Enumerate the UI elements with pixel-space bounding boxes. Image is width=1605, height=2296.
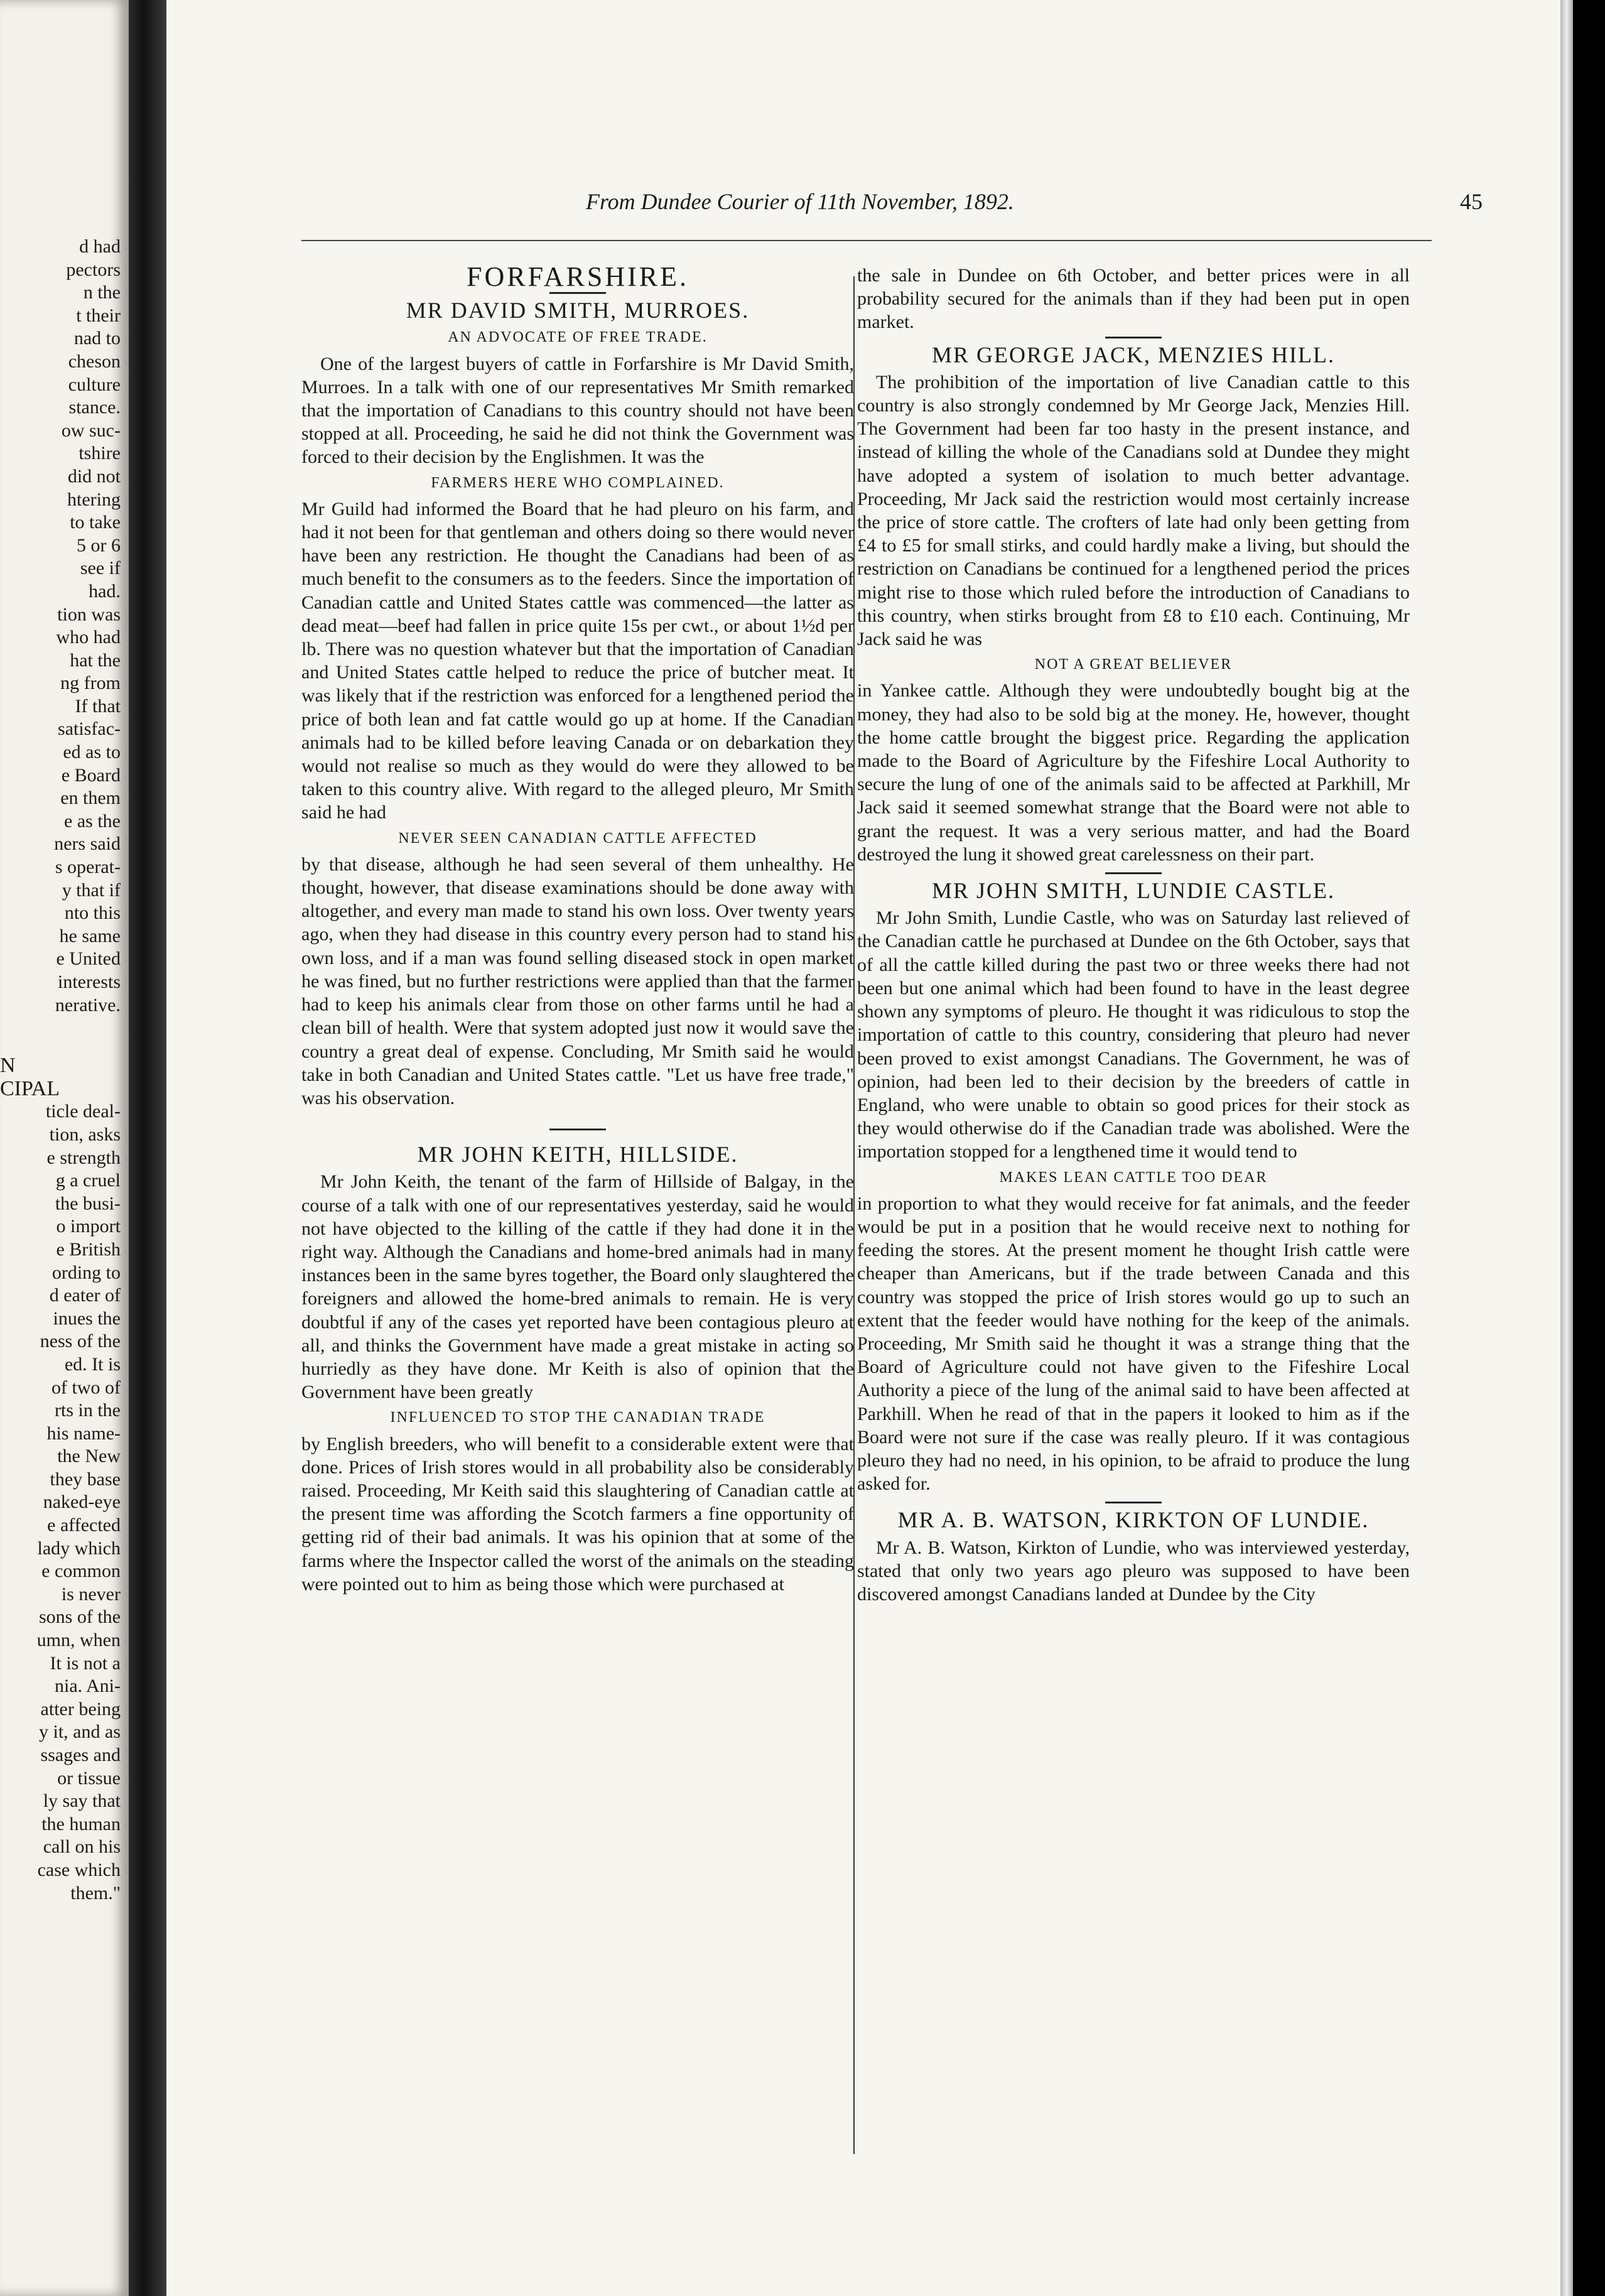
facing-page-line: ording to (51, 1262, 121, 1283)
crosshead: NOT A GREAT BELIEVER (1034, 656, 1233, 673)
article-divider (1105, 1502, 1162, 1503)
facing-page-line: ticle deal- (45, 1101, 121, 1122)
facing-page-line: sons of the (39, 1606, 121, 1628)
newspaper-page (166, 0, 1560, 2296)
facing-page-line: If that (75, 695, 121, 717)
facing-page-line: en them (60, 788, 121, 809)
article-title-george-jack: MR GEORGE JACK, MENZIES HILL. (932, 342, 1335, 367)
facing-page-line: ow suc- (61, 420, 121, 441)
facing-page-line: htering (67, 489, 121, 510)
facing-page-line: of two of (51, 1377, 121, 1398)
facing-page-line: nia. Ani- (55, 1676, 121, 1697)
facing-page-line: ed. It is (64, 1353, 121, 1375)
article-divider (1105, 872, 1162, 874)
facing-page-line: cheson (68, 350, 121, 372)
title-rule (549, 292, 606, 294)
article-paragraph: in Yankee cattle. Although they were undoubtedly bought big at the money, they had also to be sold big at the money. He, however, thought the home cattle brought the biggest price. Regarding the application made to the Board of Agriculture by the Fifeshire Local Authority to secure the lung of one of the animals said to be affected at Parkhill, Mr Jack said it seemed somewhat strange that the Board were not able to grant the request. It was a very serious matter, and had the Board destroyed the lung it showed great carelessness on their part. (857, 680, 1410, 865)
page-edge (1560, 0, 1573, 2296)
facing-page-line: tshire (78, 443, 121, 464)
facing-page-line: e affected (47, 1515, 121, 1536)
facing-page-line: the human (41, 1813, 121, 1834)
facing-page-line: y it, and as (39, 1721, 121, 1743)
facing-page-line: stance. (68, 397, 121, 418)
facing-page-line: atter being (40, 1698, 121, 1719)
facing-page-line: CIPAL (0, 1077, 60, 1100)
facing-page-line: did not (67, 465, 121, 487)
facing-page-line: he same (59, 925, 121, 946)
facing-page-line: see if (80, 558, 121, 579)
facing-page-line: N (0, 1054, 16, 1078)
article-title-ab-watson: MR A. B. WATSON, KIRKTON OF LUNDIE. (897, 1507, 1370, 1533)
facing-page-line: n the (83, 282, 121, 303)
facing-page-line: o import (56, 1216, 121, 1237)
facing-page-line: pectors (66, 259, 121, 280)
facing-page-line: t their (76, 305, 121, 326)
facing-page-line: interests (58, 972, 121, 992)
article-paragraph: by that disease, although he had seen several of them unhealthy. He thought, however, that disease examinations should be done away with altogether, and every man made to stand his own loss. Over twenty years ago, when they had disease in this country every person had to stand his own loss, and if a man was found selling diseased stock in open market he was fined, but no further restrictions were applied than that the farmer had to keep his animals clear from those on other farms until he had a clean bill of health. Were that system adopted just now it would save the country a great deal of expense. Concluding, Mr Smith said he would take in both Canadian and United States cattle. "Let us have free trade," was his observation. (301, 853, 854, 1108)
article-paragraph: Mr John Smith, Lundie Castle, who was on Saturday last relieved of the Canadian cattle he purchased at Dundee on the 6th October, says that of all the cattle killed during the past two or three weeks there had not been but one animal which had been found to have in the least degree shown any symptoms of pleuro. He thought it was ridiculous to stop the importation of cattle to this country, considering that pleuro had never been proved to exist amongst Canadians. The Government, he was of opinion, had been led to their decision by the breeders of cattle in England, who were unable to obtain so good prices for their stock as they would otherwise do if the Canadian trade was abolished. Were the importation stopped for a lengthened time it would tend to (857, 907, 1410, 1162)
header-rule (301, 240, 1432, 241)
article-paragraph: in proportion to what they would receive for fat animals, and the feeder would be put in a position that he would receive next to nothing for feeding the stores. At the present moment he thought Irish cattle were cheaper than Americans, but if the trade between Canada and this country was stopped the price of Irish stores would go up to such an extent that the feeder would have nothing for the keep of the animals. Proceeding, Mr Smith said he thought it was a strange thing that the Board of Agriculture could not have given to the Fifeshire Local Authority a piece of the lung of the animal said to have been affected at Parkhill. When he read of that in the papers it looked to him as if the Board were not sure if the case was really pleuro. If it was contagious pleuro they had no need, in his opinion, to be afraid to produce the lung asked for. (857, 1193, 1410, 1495)
crosshead: INFLUENCED TO STOP THE CANADIAN TRADE (390, 1409, 765, 1426)
facing-page-line: d had (79, 236, 121, 257)
facing-page-line: s operat- (55, 857, 121, 878)
article-divider (1105, 337, 1162, 338)
facing-page-line: e common (41, 1561, 121, 1582)
article-continuation: the sale in Dundee on 6th October, and better prices were in all probability secured for the animals than if they had been put in open market. (857, 265, 1410, 333)
facing-page-line: It is not a (50, 1652, 121, 1674)
page-number: 45 (1460, 189, 1483, 214)
article-divider (549, 1129, 606, 1130)
facing-page-line: lady which (37, 1537, 121, 1559)
crosshead: NEVER SEEN CANADIAN CATTLE AFFECTED (398, 830, 757, 847)
article-title-john-keith: MR JOHN KEITH, HILLSIDE. (417, 1142, 738, 1167)
facing-page-line: ners said (54, 833, 121, 855)
facing-page-line: e British (56, 1238, 121, 1260)
facing-page-line: nto this (64, 902, 121, 924)
book-gutter (129, 0, 166, 2296)
facing-page-line: tion, asks (49, 1124, 121, 1145)
facing-page-line: they base (50, 1468, 121, 1490)
facing-page-line: ness of the (40, 1331, 121, 1352)
column-right (857, 264, 1410, 1606)
facing-page-line: g a cruel (55, 1170, 121, 1191)
article-title-david-smith: MR DAVID SMITH, MURROES. (406, 298, 750, 323)
facing-page-line: nad to (73, 328, 121, 349)
running-head: From Dundee Courier of 11th November, 1892. (586, 189, 1014, 214)
facing-page-line: or tissue (57, 1767, 121, 1789)
article-paragraph: The prohibition of the importation of live Canadian cattle to this country is also strongly condemned by Mr George Jack, Menzies Hill. The Government had been far too hasty in the present instance, and instead of killing the whole of the Canadians sold at Dundee they might have adopted a system of isolation to much better advantage. Proceeding, Mr Jack said the restriction would most certainly increase the price of store cattle. The crofters of late had only been getting from £4 to £5 for small stirks, and could hardly make a living, but should the restriction on Canadians be continued for a lengthened period the prices might rise to those which ruled before the introduction of Canadians to this country, when stirks brought from £8 to £10 each. Continuing, Mr Jack said he was (857, 371, 1410, 650)
facing-page-line: is never (61, 1583, 121, 1605)
facing-page-line: naked-eye (43, 1492, 121, 1513)
facing-page-line: to take (70, 512, 121, 533)
article-paragraph: by English breeders, who will benefit to a considerable extent were that done. Prices of Irish stores would in all probability also be considerably raised. Proceeding, Mr Keith said this slaughtering of Canadian cattle at the present time was affording the Scotch farmers a fine opportunity of getting rid of their bad animals. It was his opinion that at some of the farms where the Inspector called the worst of the animals on the steading were pointed out to him as being those which were purchased at (301, 1433, 854, 1595)
facing-page-text-fragments (0, 236, 121, 1905)
facing-page-line: ly say that (43, 1790, 121, 1812)
article-paragraph: Mr John Keith, the tenant of the farm of Hillside of Balgay, in the course of a talk with one of our representatives yesterday, said he would not have objected to the killing of the cattle if they had done it in the right way. Although the Canadians and home-bred animals had in many instances been in the same byres together, the Board only slaughtered the foreigners and allowed the home-bred animals to remain. He is very doubtful if any of the cases yet reported have been contagious pleuro at all, and thinks the Government have made a great mistake in acting so hurriedly as they have done. Mr Keith is also of opinion that the Government have been greatly (301, 1171, 854, 1403)
facing-page-line: y that if (62, 879, 121, 901)
facing-page-line: call on his (43, 1836, 121, 1858)
facing-page-line: case which (37, 1859, 121, 1880)
facing-page-line: ed as to (63, 742, 121, 763)
column-left (301, 261, 854, 1596)
crosshead: MAKES LEAN CATTLE TOO DEAR (999, 1169, 1268, 1186)
article-paragraph: One of the largest buyers of cattle in Forfarshire is Mr David Smith, Murroes. In a talk with one of our representatives Mr Smith remarked that the importation of Canadians to this country should not have been stopped at all. Proceeding, he said he did not think the Government was forced to their decision by the Englishmen. It was the (301, 353, 854, 468)
facing-page-line: the New (57, 1446, 121, 1467)
facing-page-line: rts in the (55, 1400, 121, 1421)
article-title-john-smith: MR JOHN SMITH, LUNDIE CASTLE. (932, 878, 1335, 904)
facing-page-line: e Board (61, 764, 121, 786)
facing-page-line: the busi- (55, 1193, 121, 1214)
facing-page-line: who had (56, 627, 121, 648)
facing-page-line: e United (56, 948, 121, 970)
facing-page-line: umn, when (36, 1630, 121, 1651)
facing-page-line: ssages and (40, 1745, 121, 1765)
facing-page-line: tion was (57, 604, 121, 625)
facing-page-line: them." (70, 1882, 121, 1903)
article-paragraph: Mr Guild had informed the Board that he had pleuro on his farm, and had it not been for that gentleman and others doing so there would never have been any restriction. He thought the Canadians had been of as much benefit to the consumers as to the feeders. Since the importation of Canadian cattle and United States cattle was commenced—the latter as dead meat—beef had fallen in price quite 15s per cwt., or about 1½d per lb. There was no question whatever but that the importation of Canadian and United States cattle helped to reduce the price of butcher meat. It was likely that if the restriction was enforced for a lengthened period the price of both lean and fat cattle would go up at home. If the Canadian animals had to be killed before leaving Canada or on debarkation they would not realise so much as they would do were they allowed to be taken to this country alive. With regard to the alleged pleuro, Mr Smith said he had (301, 498, 854, 823)
facing-page-line: inues the (53, 1308, 121, 1329)
section-title: FORFARSHIRE. (466, 261, 689, 292)
facing-page-line: 5 or 6 (77, 534, 121, 556)
facing-page (0, 0, 129, 2296)
facing-page-line: d eater of (49, 1285, 121, 1306)
facing-page-line: his name- (46, 1422, 121, 1444)
facing-page-line: e as the (64, 810, 121, 831)
article-subtitle: AN ADVOCATE OF FREE TRADE. (448, 329, 708, 346)
crosshead: FARMERS HERE WHO COMPLAINED. (431, 474, 725, 491)
facing-page-line: nerative. (55, 994, 121, 1015)
facing-page-line: satisfac- (58, 718, 121, 740)
facing-page-line: culture (68, 374, 121, 395)
facing-page-line: ng from (60, 673, 121, 694)
facing-page-line: had. (89, 580, 121, 602)
facing-page-line: e strength (46, 1147, 121, 1168)
article-paragraph: Mr A. B. Watson, Kirkton of Lundie, who was interviewed yesterday, stated that only two years ago pleuro was supposed to have been discovered amongst Canadians landed at Dundee by the City (857, 1537, 1410, 1605)
facing-page-line: hat the (70, 649, 121, 671)
